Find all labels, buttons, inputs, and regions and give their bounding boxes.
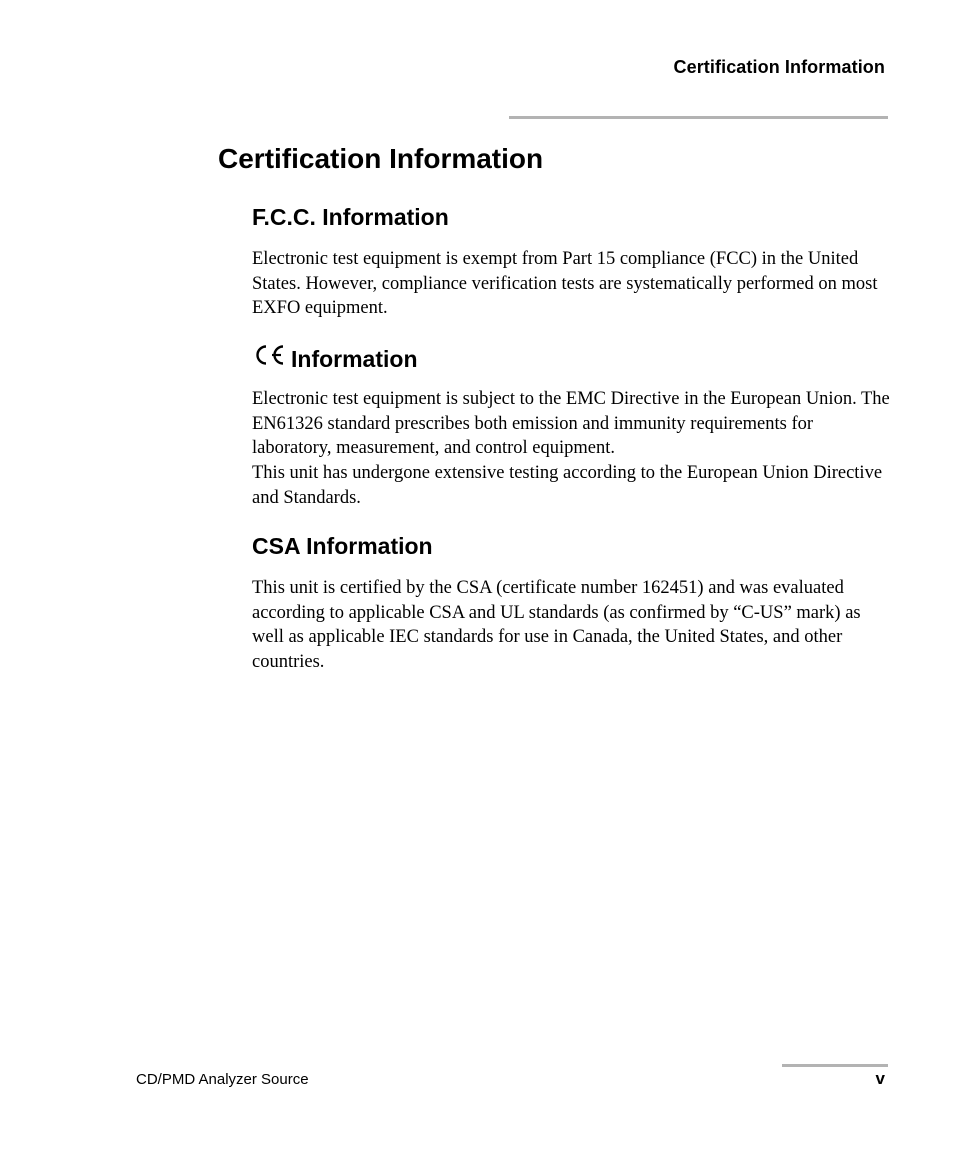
section-heading-ce-label: Information [291, 346, 418, 372]
section-ce-paragraph-1: Electronic test equipment is subject to the EMC Directive in the European Union. The EN61326 standard prescribes both emission and immunity requirements for laboratory, measurement, and control equipment. [252, 389, 890, 459]
header-divider [509, 116, 888, 119]
footer-divider [782, 1064, 888, 1067]
section-heading-csa: CSA Information [252, 533, 433, 559]
section-heading-fcc: F.C.C. Information [252, 204, 449, 230]
page-number: v [875, 1069, 885, 1088]
ce-mark-icon [252, 343, 285, 373]
page-title: Certification Information [218, 143, 544, 174]
running-header-title: Certification Information [673, 57, 885, 77]
section-fcc-paragraph: Electronic test equipment is exempt from Part 15 compliance (FCC) in the United States. However, compliance verification tests are systematically performed on most EXFO equipment. [252, 249, 878, 319]
footer-document-title: CD/PMD Analyzer Source [136, 1071, 309, 1088]
section-heading-ce [252, 343, 418, 373]
section-ce-paragraph-2: This unit has undergone extensive testing according to the European Union Directive and Standards. [252, 463, 883, 508]
section-csa-paragraph: This unit is certified by the CSA (certificate number 162451) and was evaluated according to applicable CSA and UL standards (as confirmed by “C-US” mark) as well as applicable IEC standards for use in Canada, the United States, and other countries. [252, 578, 861, 673]
